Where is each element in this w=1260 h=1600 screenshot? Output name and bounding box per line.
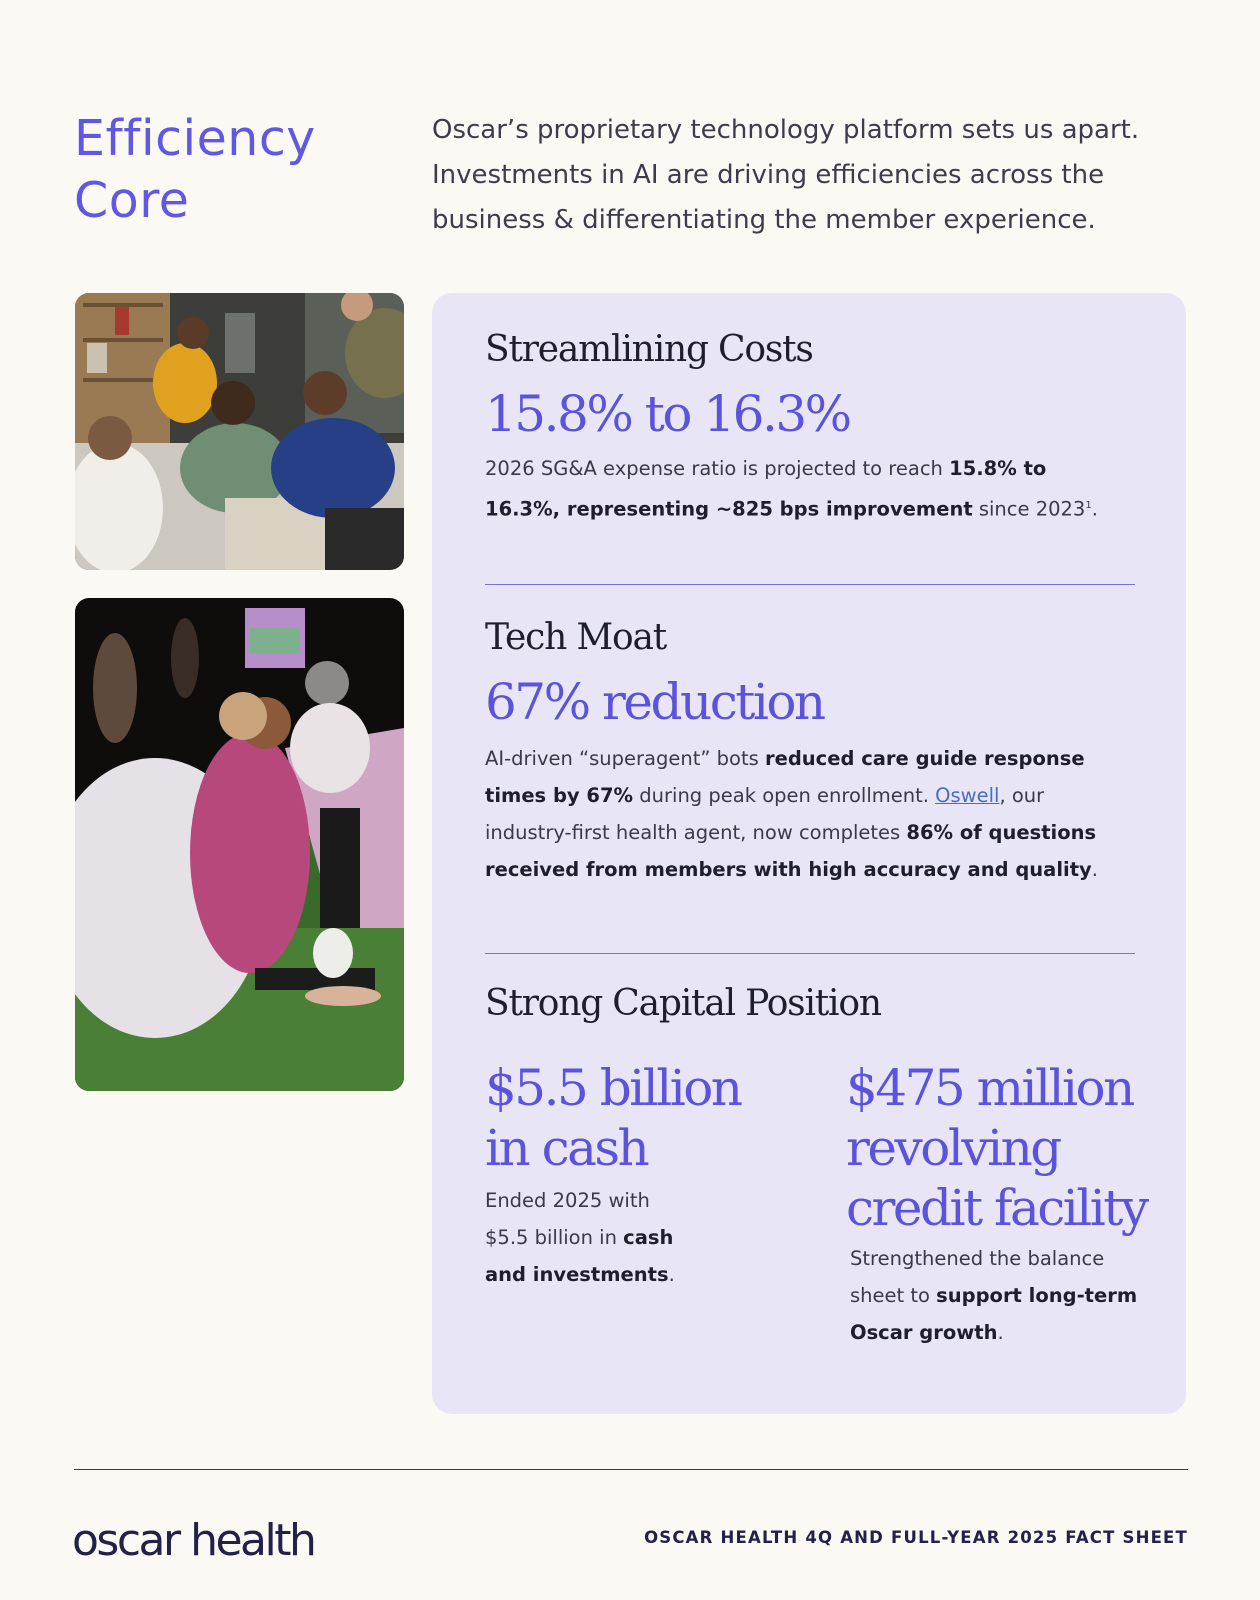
photo-party-dancing — [75, 598, 404, 1091]
footer-divider — [74, 1469, 1188, 1470]
text-run-bold: received from members with high accuracy and quality — [485, 858, 1092, 881]
text-line: Strengthened the balance — [850, 1247, 1105, 1270]
text-run-bold: times by 67% — [485, 784, 634, 807]
capital-position-title: Strong Capital Position — [485, 983, 881, 1024]
credit-stat-line: credit facility — [846, 1179, 1147, 1237]
section-divider — [485, 953, 1135, 954]
text-run-bold: cash — [623, 1226, 674, 1249]
capital-position-section — [485, 983, 1145, 1024]
text-run-bold: Oscar growth — [850, 1321, 998, 1344]
tech-moat-section — [485, 617, 1145, 888]
text-run: sheet to — [850, 1284, 937, 1307]
credit-description — [850, 1240, 1176, 1351]
streamlining-costs-stat: 15.8% to 16.3% — [485, 385, 850, 443]
streamlining-costs-section — [485, 329, 1145, 528]
text-run-bold: 15.8% to — [949, 457, 1047, 480]
text-run: . — [1091, 858, 1098, 881]
text-run: . — [997, 1321, 1004, 1344]
tech-moat-stat: 67% reduction — [485, 673, 824, 731]
text-run: $5.5 billion in — [485, 1226, 624, 1249]
text-run-bold: and investments — [485, 1263, 669, 1286]
credit-stat-line: $475 million — [846, 1059, 1133, 1117]
text-run: industry-first health agent, now completes — [485, 821, 907, 844]
cash-column — [485, 1058, 815, 1293]
text-run-bold: support long-term — [936, 1284, 1138, 1307]
section-title — [74, 108, 374, 232]
credit-column — [846, 1058, 1176, 1351]
photo-family-laughing — [75, 293, 404, 570]
text-run-bold: 16.3%, representing ~825 bps improvement — [485, 497, 973, 521]
tech-moat-title: Tech Moat — [485, 617, 666, 658]
cash-description — [485, 1182, 815, 1293]
cash-stat-line: $5.5 billion — [485, 1059, 741, 1117]
text-run-bold: reduced care guide response — [765, 747, 1085, 770]
fact-sheet-label: OSCAR HEALTH 4Q AND FULL-YEAR 2025 FACT SHEET — [644, 1528, 1188, 1547]
text-run: AI-driven “superagent” bots — [485, 747, 765, 770]
cash-stat-line: in cash — [485, 1119, 648, 1177]
oscar-health-logo: oscar health — [72, 1515, 315, 1566]
oswell-link[interactable]: Oswell — [935, 784, 1000, 807]
intro-line-3: business & differentiating the member experience. — [432, 205, 1096, 235]
text-run-bold: 86% of questions — [906, 821, 1097, 844]
cash-stat — [485, 1058, 815, 1178]
text-run: during peak open enrollment. — [633, 784, 936, 807]
text-run: . — [1091, 497, 1098, 521]
section-title-line-1: Efficiency — [74, 110, 316, 167]
section-title-line-2: Core — [74, 172, 190, 229]
credit-stat-line: revolving — [846, 1119, 1060, 1177]
intro-line-2: Investments in AI are driving efficiencies across the — [432, 160, 1105, 190]
credit-stat — [846, 1058, 1176, 1238]
section-divider — [485, 584, 1135, 585]
highlights-card — [432, 293, 1186, 1414]
text-run: since 2023 — [972, 497, 1086, 521]
intro-line-1: Oscar’s proprietary technology platform sets us apart. — [432, 115, 1140, 145]
text-line: Ended 2025 with — [485, 1189, 650, 1212]
text-run: 2026 SG&A expense ratio is projected to reach — [485, 457, 950, 480]
footnote-marker: 1 — [1085, 500, 1092, 511]
streamlining-costs-title: Streamlining Costs — [485, 329, 813, 370]
intro-paragraph — [432, 108, 1192, 243]
text-run: , our — [999, 784, 1045, 807]
tech-moat-description — [485, 740, 1145, 888]
text-run: . — [668, 1263, 675, 1286]
streamlining-costs-description — [485, 450, 1145, 528]
